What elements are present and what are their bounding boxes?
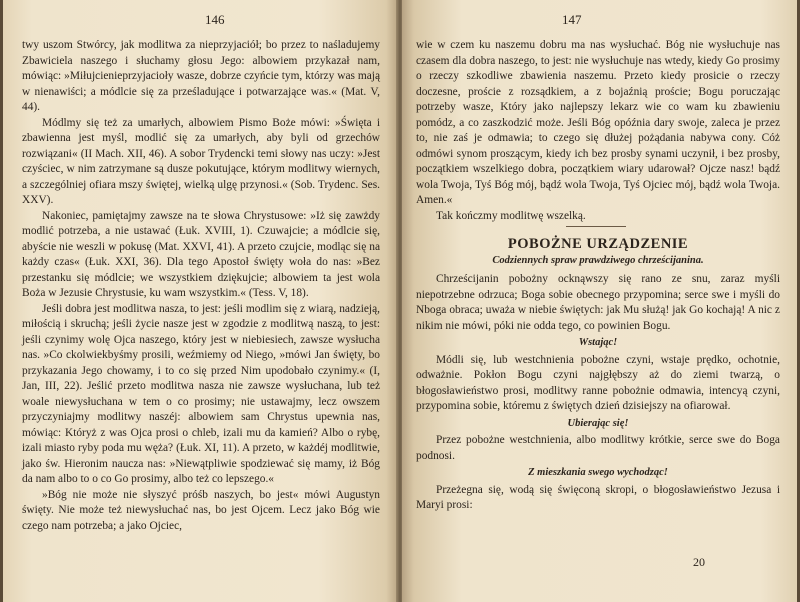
paragraph: Przez pobożne westchnienia, albo modlitwy krótkie, serce swe do Boga podnosi. — [416, 434, 780, 462]
paragraph: »Bóg nie może nie słyszyć próśb naszych, bo jest« mówi Augustyn święty. Nie może też niewysłuchać nas, bo jest Ojcem. Lecz jako Bóg wie czego nam potrzeba; a jako Ojciec, — [22, 488, 380, 532]
paragraph: Módli się, lub westchnienia pobożne czyni, wstaje prędko, ochotnie, odważnie. Pokłon Bogu czyni najgłębszy aż do ziemi twarzą, o błogosławieństwo prosi, modlitwy ranne pobożnie odmawia, intencyą czyni, przypomina sobie, któremu z świętych dzień dzisiejszy na ofiarował. — [416, 353, 780, 412]
right-page — [402, 0, 800, 602]
subheading: Z mieszkania swego wychodząc! — [528, 467, 668, 478]
subheading: Ubierając się! — [567, 417, 629, 429]
page-number: 146 — [205, 12, 225, 27]
paragraph: Nakoniec, pamiętajmy zawsze na te słowa Chrystusowe: »Iż się zawżdy modlić potrzeba, a nie ustawać (Łuk. XVIII, 1). Czuwajcie; a módlcie się, abyście nie weszli w pokusę (Mat. XXVI, 41). A przeto czujcie, modląc się na każdy czas« (Łuk. XXI, 36). Dla tego Apostoł święty woła do nas: »Bez przestanku się módlcie; we wszystkiem dziękujcie; albowiem ta jest wola Boża w Jezusie Chrystusie, ku wam wszystkim.« (Tess. V, 18). — [22, 209, 380, 299]
page-body — [22, 38, 380, 534]
page-edge — [0, 0, 3, 602]
subheading: Wstając! — [578, 337, 618, 348]
page-number: 147 — [562, 12, 582, 27]
section-subtitle: Codziennych spraw prawdziwego chrześcijanina. — [492, 254, 704, 266]
left-page — [0, 0, 398, 602]
paragraph: Przeżegna się, wodą się święconą skropi, o błogosławieństwo Jezusa i Maryi prosi: — [416, 483, 780, 511]
paragraph: Tak kończmy modlitwę wszelką. — [436, 209, 586, 222]
signature-number: 20 — [693, 555, 705, 569]
divider — [566, 226, 626, 227]
section-title: POBOŻNE URZĄDZENIE — [507, 236, 689, 252]
paragraph: Módlmy się też za umarłych, albowiem Pismo Boże mówi: »Święta i zbawienna jest myśl, modlić się za umarłych, aby byli od grzechów rozwiązani« (II Mach. XII, 46). A sobor Trydencki temi słowy nas uczy: »Jest czyściec, w nim zatrzymane są dusze pokutujące, którym modlitwy wiernych, a szczególniej ofiara mszy świętej, wielką ulgę przynosi.« (Sob. Trydenc. Ses. XXV). — [22, 116, 380, 206]
paragraph: wie w czem ku naszemu dobru ma nas wysłuchać. Bóg nie wysłuchuje nas czasem dla dobra naszego, to jest: nie wysłuchuje nas wtedy, kiedy Go prosimy o rzeczy szkodliwe zbawienia naszemu. Przeto kiedy prosicie o rzeczy doczesne, proście z rozsądkiem, a z bojaźnią proście; Bogu poruczając potrzeby wasze, Który jako najlepszy lekarz wie co wam ku zbawieniu pomódz, a co zaszkodzić może. Jeśli Bóg opóźnia dary swoje, zaleca je przez to, nie zaś je odmawia; to czego się dłużej pożądania nabywa cony. Cóż odmówi synom proszącym, kiedy ich bez prosby synami uczynił, i bez prosby, początkiem wszelkiego dobra, początkiem wiary udarował? Ojcze nasz! bądź wola Twoja, Tyś Bóg mój, bądź wola Twoja, Tyś Ojciec mój, bądź wola Twoja. Amen.« — [416, 39, 780, 206]
paragraph: twy uszom Stwórcy, jak modlitwa za nieprzyjaciół; bo przez to naśladujemy Zbawiciela naszego i słuchamy głosu Jego: albowiem przykazał nam, mówiąc: »Miłujcienieprzyjacioły wasze, dobrze czyńcie tym, którzy was mają w nienawiści; a módlcie się za prześladujące i potwarzające was.« (Mat. V, 44). — [22, 39, 380, 113]
page-body — [416, 38, 780, 514]
paragraph: Jeśli dobra jest modlitwa nasza, to jest: jeśli modlim się z wiarą, nadzieją, miłością i skruchą; jeśli życie nasze jest w zgodzie z modlitwą naszą, to jest: jeśli czynimy wolę Ojca naszego, który jest w niebiesiech, zawsze wysłucha nas. »Co ckolwiekbyśmy prosili, weźmiemy od Niego, »mówi Jan święty, bo przykazania Jego chowamy, i to co się przed Nim upodobało czynimy.« (I, Jan, III, 22). Jeślić przeto modlitwa nasza nie zawsze wysłuchana, lub też woale niewysłuchana w tem o co prosimy; nie ustawajmy, lecz owszem przyczyniajmy modlitwy naszéj: albowiem sam Chrystus upewnia nas, mówiąc: Któryż z was Ojca prosi o chleb, izali mu da kamień? Albo o rybę, izali miasto ryby poda mu węża? (Łuk. XI, 11). A przeto, w każdéj modlitwie, jako św. Hieronim naucza nas: »Niewątpliwie spodziewać się mamy, iż Bóg da nam albo to o co Go prosimy, albo też co lepszego.« — [22, 302, 380, 485]
paragraph: Chrześcijanin pobożny ocknąwszy się rano ze snu, zaraz myśli niepotrzebne odrzuca; Boga sobie obecnego przypomina; serce swe i myśli do Nboga obraca; uważa w niebie świętych: jak Mu służą! jak Go kochają! A nic z nikim nie mówi, póki nie odda tego, co powinien Bogu. — [416, 273, 780, 332]
